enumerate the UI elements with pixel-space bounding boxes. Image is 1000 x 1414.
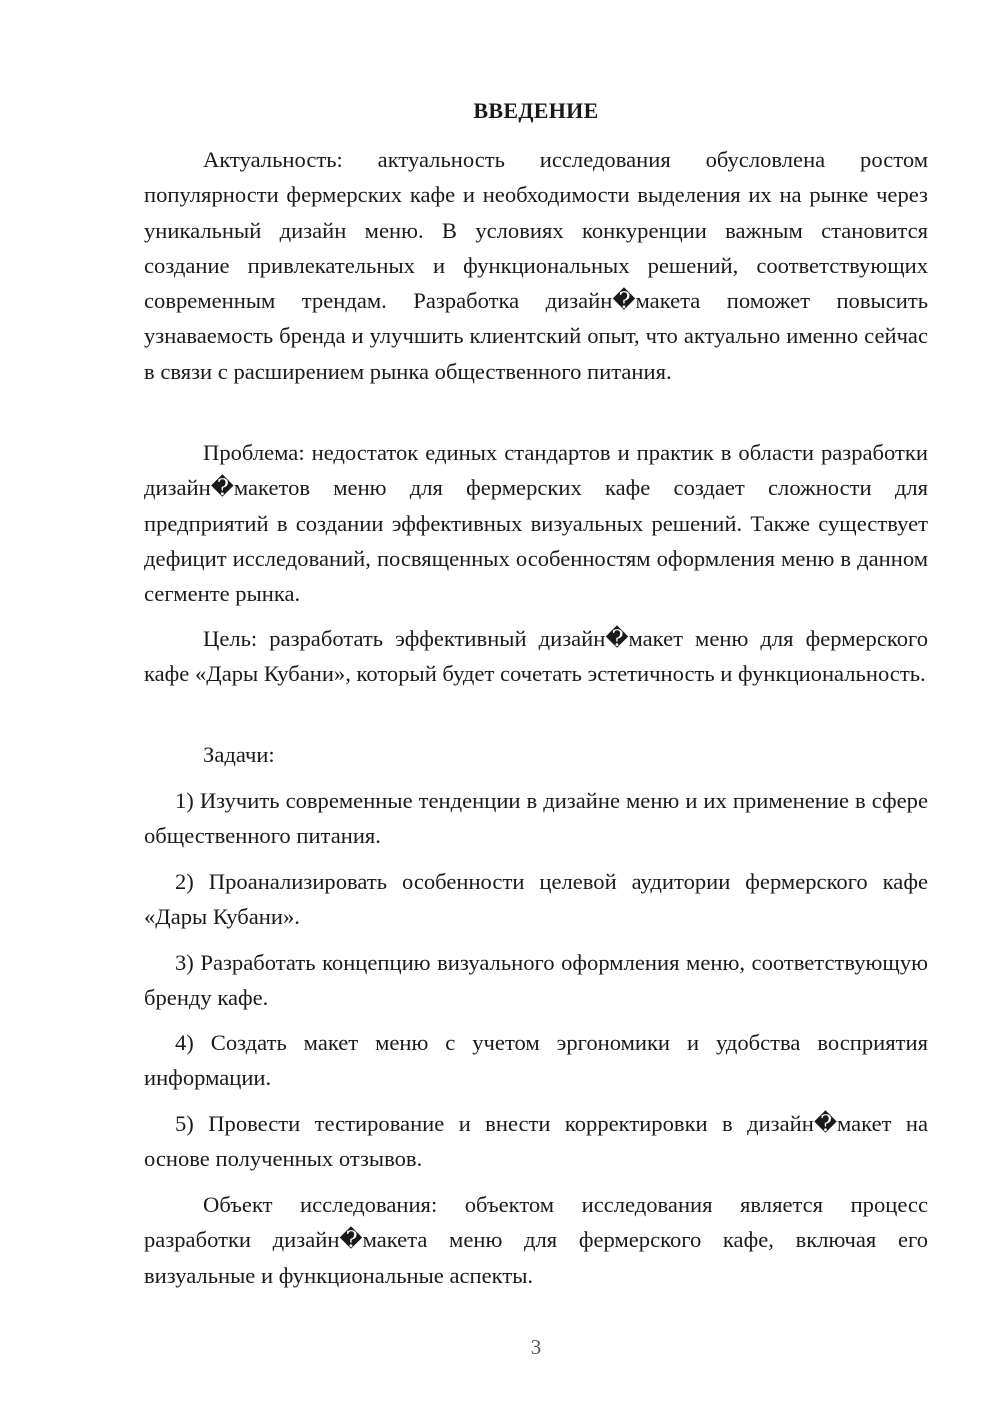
section-title: ВВЕДЕНИЕ	[473, 98, 599, 123]
goal-paragraph: Цель: разработать эффективный дизайн�макет меню для фермерского кафе «Дары Кубани», который будет сочетать эстетичность и функциональность.	[144, 626, 928, 687]
task-item-4: 4) Создать макет меню с учетом эргономики и удобства восприятия информации.	[144, 1030, 928, 1091]
task-item-2: 2) Проанализировать особенности целевой аудитории фермерского кафе «Дары Кубани».	[144, 869, 928, 930]
task-item-3: 3) Разработать концепцию визуального оформления меню, соответствующую бренду кафе.	[144, 950, 928, 1011]
task-item-1: 1) Изучить современные тенденции в дизайне меню и их применение в сфере общественного питания.	[144, 788, 928, 849]
page-number: 3	[530, 1335, 542, 1359]
object-paragraph: Объект исследования: объектом исследования является процесс разработки дизайн�макета меню для фермерского кафе, включая его визуальные и функциональные аспекты.	[144, 1192, 928, 1288]
relevance-paragraph: Актуальность: актуальность исследования обусловлена ростом популярности фермерских кафе и необходимости выделения их на рынке через уникальный дизайн меню. В условиях конкуренции важным становится создание привлекательных и функциональных решений, соответствующих современным трендам. Разработка дизайн�макета поможет повысить узнаваемость бренда и улучшить клиентский опыт, что актуально именно сейчас в связи с расширением рынка общественного питания.	[144, 147, 928, 384]
problem-paragraph: Проблема: недостаток единых стандартов и практик в области разработки дизайн�макетов меню для фермерских кафе создает сложности для предприятий в создании эффективных визуальных решений. Также существует дефицит исследований, посвященных особенностям оформления меню в данном сегменте рынка.	[144, 440, 928, 607]
task-item-5: 5) Провести тестирование и внести корректировки в дизайн�макет на основе полученных отзывов.	[144, 1111, 928, 1172]
tasks-heading: Задачи:	[203, 742, 275, 767]
